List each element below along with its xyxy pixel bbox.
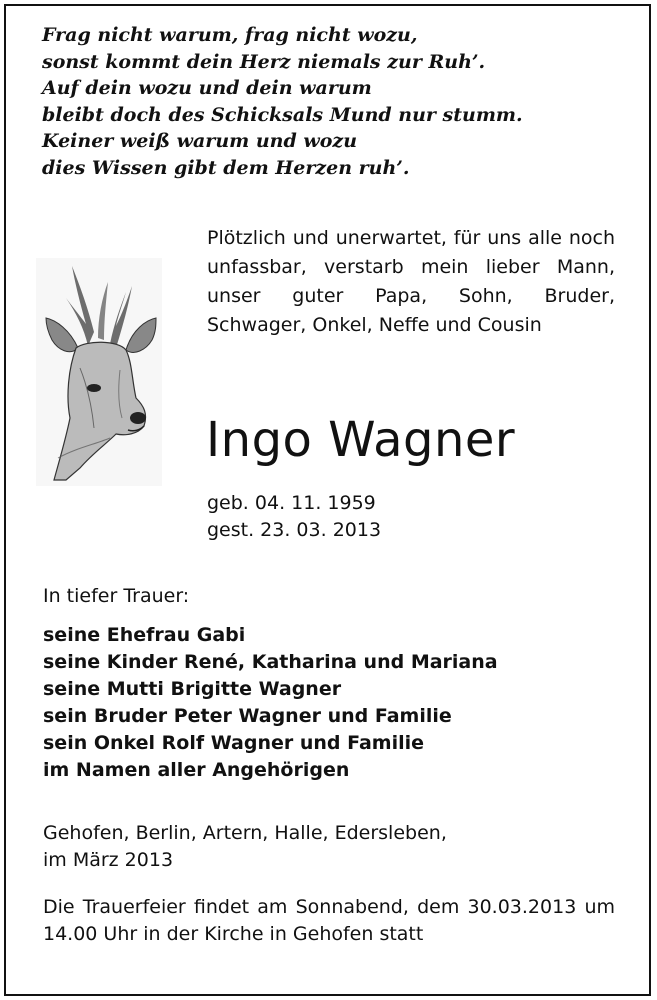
poem-line: Keiner weiß warum und wozu (42, 130, 358, 152)
poem (42, 22, 622, 181)
family-member: seine Kinder René, Katharina und Mariana (43, 651, 498, 673)
poem-line: dies Wissen gibt dem Herzen ruh’. (42, 156, 410, 179)
poem-line: sonst kommt dein Herz niemals zur Ruh’. (42, 50, 486, 73)
poem-line: bleibt doch des Schicksals Mund nur stumm. (42, 103, 523, 126)
places-and-date (43, 820, 447, 874)
poem-line: Frag nicht warum, frag nicht wozu, (42, 24, 418, 46)
intro-text: Plötzlich und unerwartet, für uns alle noch unfassbar, verstarb mein lieber Mann, unser guter Papa, Sohn, Bruder, Schwager, Onkel, Neffe und Cousin (207, 227, 615, 336)
family-member: sein Bruder Peter Wagner und Familie (43, 705, 452, 727)
family-member: seine Ehefrau Gabi (43, 624, 246, 646)
funeral-notice: Die Trauerfeier findet am Sonnabend, dem 30.03.2013 um 14.00 Uhr in der Kirche in Gehofen statt (43, 896, 615, 945)
date-line: im März 2013 (43, 849, 174, 871)
poem-line: Auf dein wozu und dein warum (42, 77, 372, 99)
family-list (43, 622, 498, 784)
family-member: seine Mutti Brigitte Wagner (43, 678, 342, 700)
birth-date: geb. 04. 11. 1959 (207, 492, 376, 514)
places-line: Gehofen, Berlin, Artern, Halle, Edersleben, (43, 822, 447, 844)
family-member: im Namen aller Angehörigen (43, 759, 350, 781)
death-date: gest. 23. 03. 2013 (207, 519, 382, 541)
life-dates (207, 490, 381, 544)
family-member: sein Onkel Rolf Wagner und Familie (43, 732, 425, 754)
roe-deer-drawing-icon (36, 258, 162, 486)
deceased-name: Ingo Wagner (206, 412, 516, 468)
mourning-label: In tiefer Trauer: (43, 585, 190, 607)
